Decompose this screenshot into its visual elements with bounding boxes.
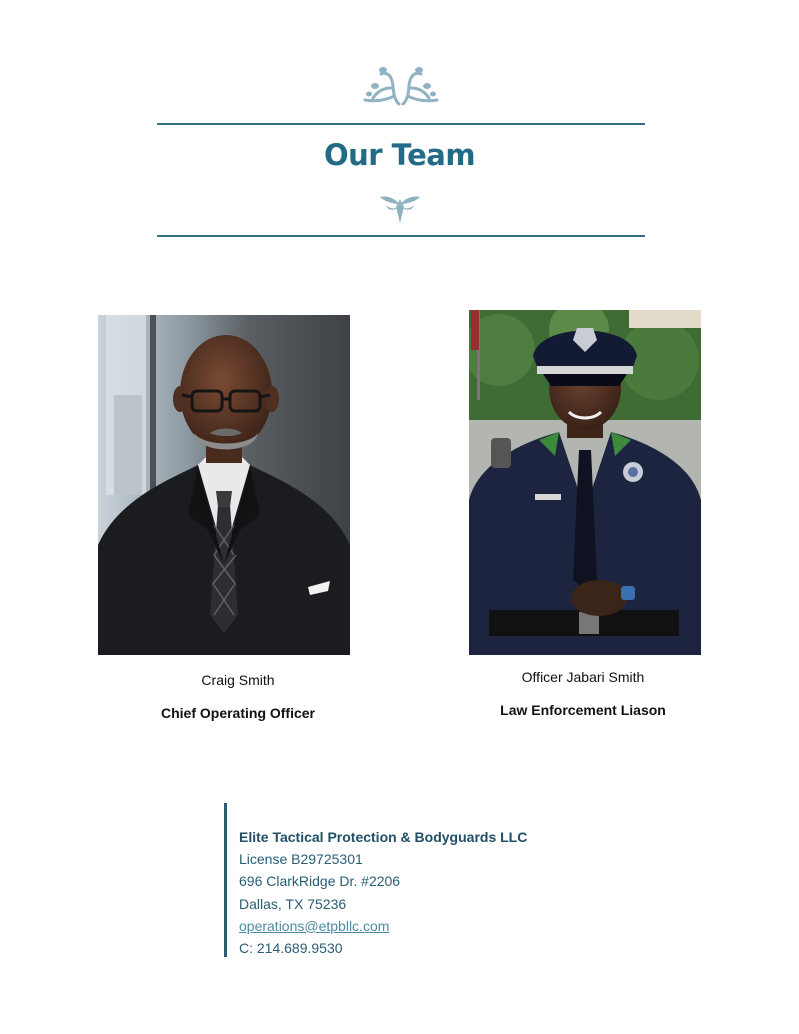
member-name: Officer Jabari Smith [521, 669, 645, 685]
header-bottom-divider [157, 235, 645, 237]
contact-accent-bar [224, 803, 227, 957]
address-line-2: Dallas, TX 75236 [239, 895, 347, 912]
fleur-divider-icon [378, 193, 422, 223]
header-top-divider [157, 123, 645, 125]
member-role: Chief Operating Officer [160, 705, 316, 721]
contact-block [239, 826, 527, 959]
phone-number: C: 214.689.9530 [239, 940, 343, 957]
company-name: Elite Tactical Protection & Bodyguards LLC [239, 829, 528, 845]
address-line-1: 696 ClarkRidge Dr. #2206 [239, 873, 401, 890]
member-role: Law Enforcement Liason [500, 702, 666, 718]
email-link[interactable]: operations@etpbllc.com [239, 917, 390, 934]
portrait-photo-police-uniform [469, 310, 701, 655]
license-number: License B29725301 [239, 851, 363, 868]
page-title: Our Team [323, 138, 476, 172]
portrait-photo-business-suit [98, 315, 350, 655]
member-name: Craig Smith [201, 672, 275, 688]
floral-flourish-icon [361, 66, 441, 108]
